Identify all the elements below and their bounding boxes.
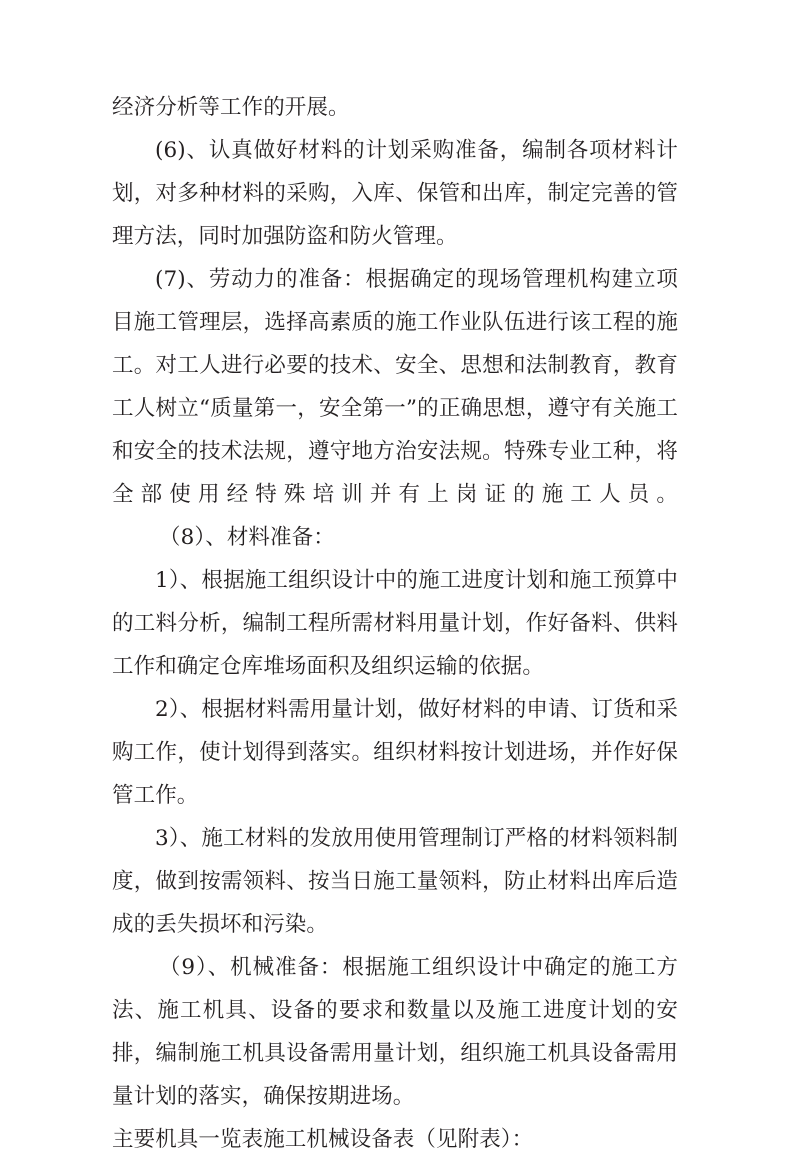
paragraph-table-reference: 主要机具一览表施工机械设备表（见附表）： (112, 1127, 534, 1152)
paragraph-item-6: (6)、认真做好材料的计划采购准备，编制各项材料计划，对多种材料的采购，入库、保管和出库，制定完善的管理方法，同时加强防盗和防火管理。 (112, 138, 678, 249)
paragraph-item-8-2: 2）、根据材料需用量计划，做好材料的申请、订货和采购工作，使计划得到落实。组织材料按计划进场，并作好保管工作。 (112, 697, 678, 808)
paragraph-item-8-3: 3）、施工材料的发放用使用管理制订严格的材料领料制度，做到按需领料、按当日施工量领料，防止材料出库后造成的丢失损坏和污染。 (112, 826, 678, 937)
paragraph-item-7: (7)、劳动力的准备：根据确定的现场管理机构建立项目施工管理层，选择高素质的施工作业队伍进行该工程的施工。对工人进行必要的技术、安全、思想和法制教育，教育工人树立“质量第一，安全第一”的正确思想，遵守有关施工和安全的技术法规，遵守地方治安法规。特殊专业工种，将全部使用经特殊培训并有上岗证的施工人员。 (112, 267, 678, 507)
paragraph-item-9: （9）、机械准备：根据施工组织设计中确定的施工方法、施工机具、设备的要求和数量以及施工进度计划的安排，编制施工机具设备需用量计划，组织施工机具设备需用量计划的落实，确保按期进场。 (112, 955, 678, 1109)
paragraph-continuation: 经济分析等工作的开展。 (112, 95, 350, 120)
paragraph-item-8-1: 1）、根据施工组织设计中的施工进度计划和施工预算中的工料分析，编制工程所需材料用量计划，作好备料、供料工作和确定仓库堆场面积及组织运输的依据。 (112, 568, 678, 679)
paragraph-item-8-heading: （8）、材料准备： (159, 525, 335, 550)
document-body (112, 86, 678, 1161)
